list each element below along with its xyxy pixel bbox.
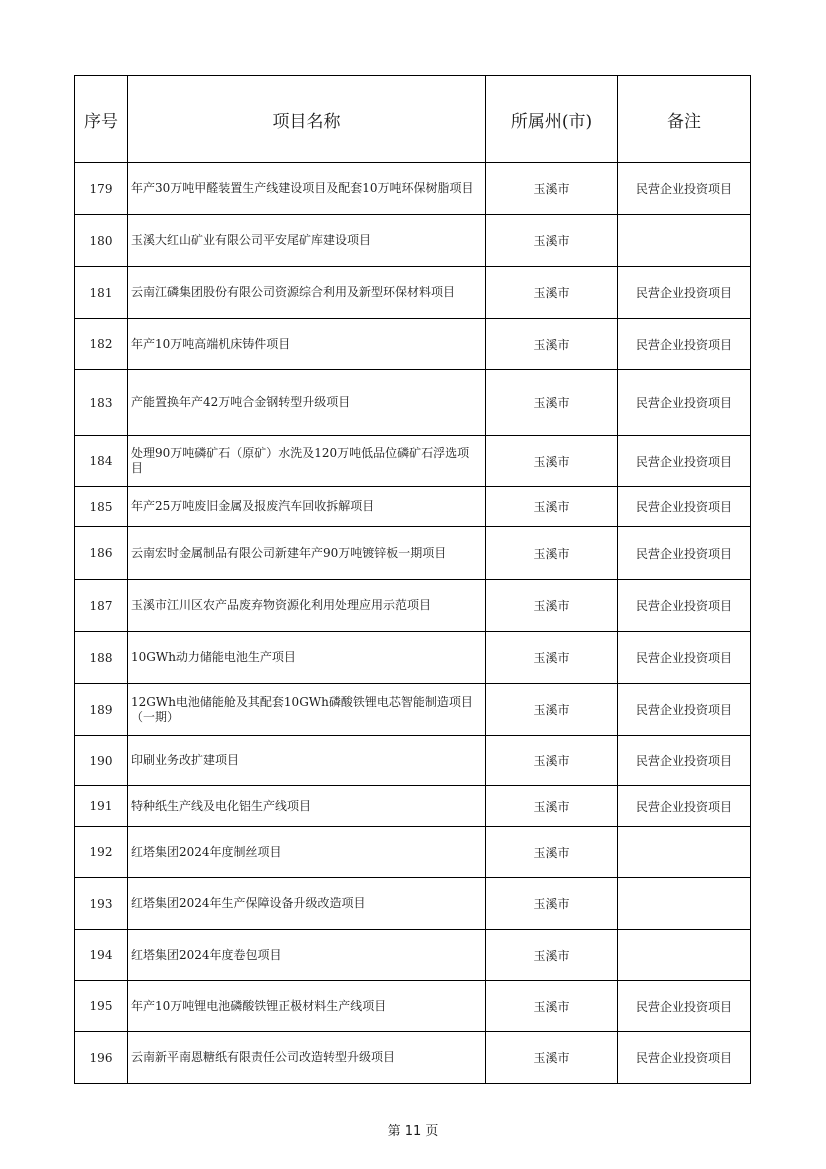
- city: 玉溪市: [486, 527, 618, 580]
- table-row: [75, 632, 751, 684]
- city: 玉溪市: [486, 827, 618, 878]
- table-row: [75, 580, 751, 632]
- project-name: 印刷业务改扩建项目: [128, 736, 486, 786]
- note: 民营企业投资项目: [618, 981, 751, 1032]
- row-number: 184: [75, 436, 128, 487]
- note: [618, 930, 751, 981]
- project-name: 云南江磷集团股份有限公司资源综合利用及新型环保材料项目: [128, 267, 486, 319]
- project-table: [74, 75, 751, 1084]
- row-number: 190: [75, 736, 128, 786]
- project-name: 玉溪市江川区农产品废弃物资源化利用处理应用示范项目: [128, 580, 486, 632]
- project-name: 年产10万吨高端机床铸件项目: [128, 319, 486, 370]
- note: 民营企业投资项目: [618, 580, 751, 632]
- city: 玉溪市: [486, 487, 618, 527]
- row-number: 195: [75, 981, 128, 1032]
- row-number: 182: [75, 319, 128, 370]
- note: 民营企业投资项目: [618, 487, 751, 527]
- city: 玉溪市: [486, 1032, 618, 1084]
- row-number: 188: [75, 632, 128, 684]
- table-row: [75, 267, 751, 319]
- project-name: 处理90万吨磷矿石（原矿）水洗及120万吨低品位磷矿石浮选项目: [128, 436, 486, 487]
- project-name: 产能置换年产42万吨合金钢转型升级项目: [128, 370, 486, 436]
- city: 玉溪市: [486, 736, 618, 786]
- city: 玉溪市: [486, 981, 618, 1032]
- project-name: 红塔集团2024年度卷包项目: [128, 930, 486, 981]
- note: 民营企业投资项目: [618, 1032, 751, 1084]
- table-row: [75, 487, 751, 527]
- city: 玉溪市: [486, 684, 618, 736]
- table-row: [75, 319, 751, 370]
- row-number: 179: [75, 163, 128, 215]
- city: 玉溪市: [486, 580, 618, 632]
- city: 玉溪市: [486, 436, 618, 487]
- project-name: 云南宏时金属制品有限公司新建年产90万吨镀锌板一期项目: [128, 527, 486, 580]
- table-row: [75, 736, 751, 786]
- table-row: [75, 981, 751, 1032]
- row-number: 196: [75, 1032, 128, 1084]
- project-name: 10GWh动力储能电池生产项目: [128, 632, 486, 684]
- note: 民营企业投资项目: [618, 163, 751, 215]
- city: 玉溪市: [486, 930, 618, 981]
- note: 民营企业投资项目: [618, 267, 751, 319]
- table-row: [75, 215, 751, 267]
- note: 民营企业投资项目: [618, 527, 751, 580]
- row-number: 191: [75, 786, 128, 827]
- city: 玉溪市: [486, 215, 618, 267]
- note: 民营企业投资项目: [618, 436, 751, 487]
- table-row: [75, 370, 751, 436]
- note: 民营企业投资项目: [618, 736, 751, 786]
- table-row: [75, 930, 751, 981]
- row-number: 187: [75, 580, 128, 632]
- city: 玉溪市: [486, 319, 618, 370]
- table-row: [75, 527, 751, 580]
- project-name: 年产25万吨废旧金属及报废汽车回收拆解项目: [128, 487, 486, 527]
- table-row: [75, 878, 751, 930]
- row-number: 194: [75, 930, 128, 981]
- note: [618, 878, 751, 930]
- note: [618, 827, 751, 878]
- row-number: 192: [75, 827, 128, 878]
- note: [618, 215, 751, 267]
- city: 玉溪市: [486, 632, 618, 684]
- city: 玉溪市: [486, 267, 618, 319]
- note: 民营企业投资项目: [618, 786, 751, 827]
- project-name: 12GWh电池储能舱及其配套10GWh磷酸铁锂电芯智能制造项目（一期）: [128, 684, 486, 736]
- project-name: 云南新平南恩糖纸有限责任公司改造转型升级项目: [128, 1032, 486, 1084]
- city: 玉溪市: [486, 370, 618, 436]
- table-row: [75, 1032, 751, 1084]
- note: 民营企业投资项目: [618, 632, 751, 684]
- table-row: [75, 684, 751, 736]
- table-body: [75, 163, 751, 1084]
- note: 民营企业投资项目: [618, 370, 751, 436]
- table-row: [75, 786, 751, 827]
- city: 玉溪市: [486, 163, 618, 215]
- page-number: 第 11 页: [387, 1124, 439, 1139]
- row-number: 193: [75, 878, 128, 930]
- project-name: 特种纸生产线及电化铝生产线项目: [128, 786, 486, 827]
- table-row: [75, 827, 751, 878]
- table-header-row: [75, 76, 751, 163]
- project-name: 红塔集团2024年度制丝项目: [128, 827, 486, 878]
- header-city: 所属州(市): [486, 76, 618, 163]
- row-number: 181: [75, 267, 128, 319]
- row-number: 186: [75, 527, 128, 580]
- row-number: 185: [75, 487, 128, 527]
- header-no: 序号: [75, 76, 128, 163]
- project-name: 玉溪大红山矿业有限公司平安尾矿库建设项目: [128, 215, 486, 267]
- row-number: 180: [75, 215, 128, 267]
- table-row: [75, 163, 751, 215]
- note: 民营企业投资项目: [618, 319, 751, 370]
- header-project-name: 项目名称: [128, 76, 486, 163]
- project-name: 红塔集团2024年生产保障设备升级改造项目: [128, 878, 486, 930]
- row-number: 183: [75, 370, 128, 436]
- city: 玉溪市: [486, 786, 618, 827]
- project-name: 年产10万吨锂电池磷酸铁锂正极材料生产线项目: [128, 981, 486, 1032]
- city: 玉溪市: [486, 878, 618, 930]
- note: 民营企业投资项目: [618, 684, 751, 736]
- project-name: 年产30万吨甲醛装置生产线建设项目及配套10万吨环保树脂项目: [128, 163, 486, 215]
- header-note: 备注: [618, 76, 751, 163]
- table-row: [75, 436, 751, 487]
- row-number: 189: [75, 684, 128, 736]
